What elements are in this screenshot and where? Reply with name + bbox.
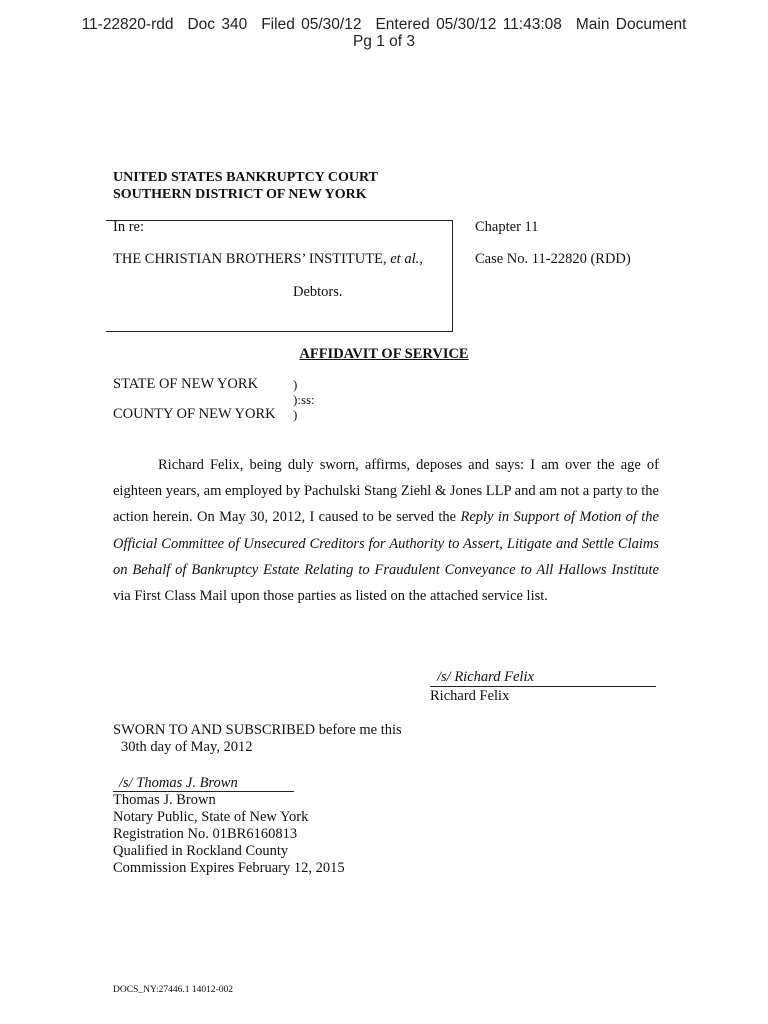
jurat-line-1: SWORN TO AND SUBSCRIBED before me this (113, 722, 402, 738)
header-page-indicator: Pg 1 of 3 (352, 33, 416, 50)
venue-ss: ):ss: (293, 392, 315, 407)
caption-in-re: In re: (113, 219, 144, 235)
body-text-after: via First Class Mail upon those parties as listed on the attached service list. (113, 588, 548, 605)
caption-et-al: et al. (390, 251, 420, 267)
header-doc-number: Doc 340 (187, 16, 248, 33)
document-title: AFFIDAVIT OF SERVICE (299, 346, 469, 362)
notary-commission: Commission Expires February 12, 2015 (113, 860, 345, 876)
body-text-before: Richard Felix, being duly sworn, affirms, deposes and says: I am over the age of eighteen years, am employed by Pachulski Stang Ziehl & Jones LLP and am not a party to the action herein. On May 30, 2012, I caused to be served the (113, 457, 659, 526)
venue-county: COUNTY OF NEW YORK (113, 406, 276, 422)
court-heading (113, 169, 378, 203)
caption-box (106, 220, 453, 332)
court-district: SOUTHERN DISTRICT OF NEW YORK (113, 187, 367, 202)
caption-case-number: Case No. 11-22820 (RDD) (475, 251, 631, 267)
court-name: UNITED STATES BANKRUPTCY COURT (113, 170, 378, 185)
affiant-signature-line (430, 686, 656, 687)
notary-registration: Registration No. 01BR6160813 (113, 826, 298, 842)
notary-name: Thomas J. Brown (113, 792, 216, 808)
venue-state: STATE OF NEW YORK (113, 376, 259, 392)
affiant-signature: /s/ Richard Felix (437, 669, 534, 685)
venue-paren-top: ) (293, 377, 298, 392)
jurat-line-2: 30th day of May, 2012 (121, 739, 253, 755)
caption-party-suffix: , (419, 251, 423, 267)
footer-doc-id: DOCS_NY:27446.1 14012-002 (113, 985, 233, 995)
notary-title: Notary Public, State of New York (113, 809, 309, 825)
notary-signature: /s/ Thomas J. Brown (119, 775, 238, 791)
caption-debtors: Debtors. (293, 284, 343, 300)
notary-qualified: Qualified in Rockland County (113, 843, 289, 859)
header-case-ref: 11-22820-rdd (81, 16, 174, 33)
served-document-title: Reply in Support of Motion of the Official Committee of Unsecured Creditors for Authority to Assert, Litigate and Settle Claims on Behalf of Bankruptcy Estate Relating to Fraudulent Conveyance to All Hallows Institute (113, 509, 659, 578)
header-filed: Filed 05/30/12 (261, 16, 362, 33)
caption-party (113, 251, 423, 268)
caption-chapter: Chapter 11 (475, 219, 539, 235)
venue-paren-bottom: ) (293, 407, 298, 422)
caption-party-name: THE CHRISTIAN BROTHERS’ INSTITUTE, (113, 251, 387, 267)
ecf-header (0, 16, 768, 34)
header-entered: Entered 05/30/12 11:43:08 (375, 16, 562, 33)
affidavit-body (113, 452, 659, 609)
affiant-name: Richard Felix (430, 688, 510, 704)
header-doc-type: Main Document (575, 16, 687, 33)
